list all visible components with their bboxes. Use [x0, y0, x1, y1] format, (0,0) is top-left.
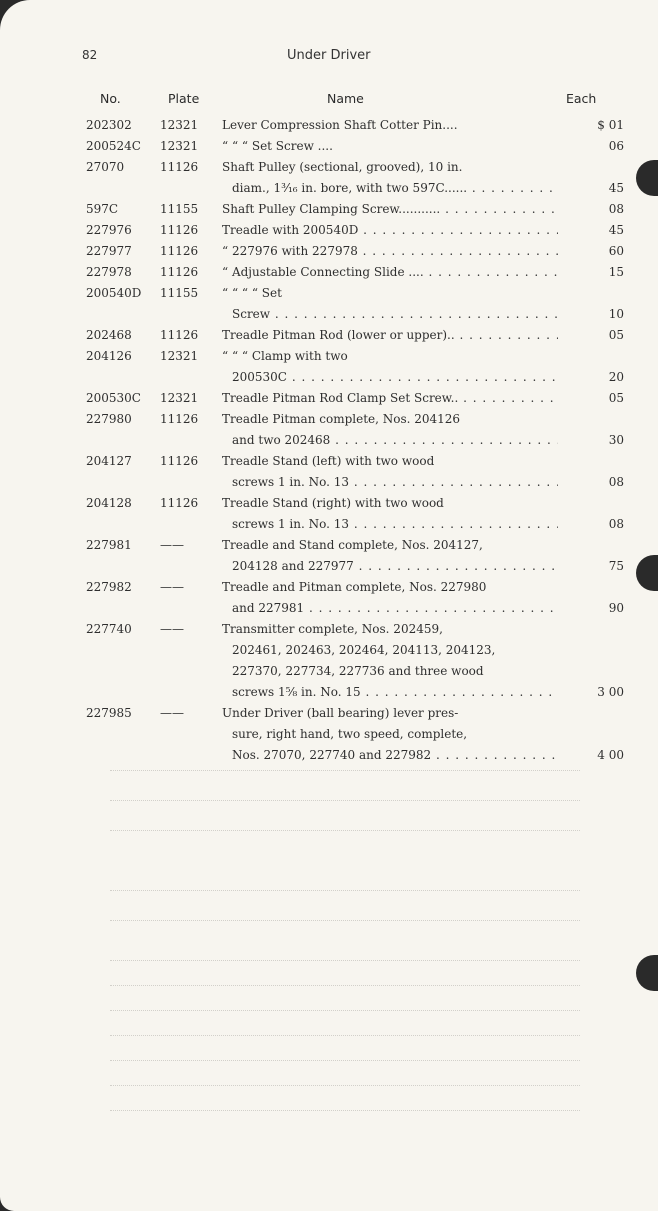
part-name: screws 1 in. No. 13 . . .	[232, 475, 558, 489]
plate-number: 11126	[160, 265, 199, 279]
part-number: 204128	[86, 496, 132, 510]
faint-rule	[110, 960, 580, 962]
plate-number: 11126	[160, 244, 199, 258]
price-each: 60	[608, 244, 624, 258]
plate-number: ——	[160, 622, 184, 636]
part-number: 202468	[86, 328, 132, 342]
price-each: 45	[608, 181, 624, 195]
part-number: 227982	[86, 580, 132, 594]
part-name: Treadle with 200540D . . .	[222, 223, 558, 237]
part-name: sure, right hand, two speed, complete,	[232, 727, 468, 741]
part-name: screws 1 in. No. 13 . . .	[232, 517, 558, 531]
part-number: 202302	[86, 118, 132, 132]
price-each: 45	[608, 223, 624, 237]
plate-number: 12321	[160, 118, 199, 132]
price-each: 08	[608, 475, 624, 489]
table-row	[0, 223, 658, 244]
part-name: Treadle Pitman Rod (lower or upper).. . . .	[222, 328, 558, 342]
faint-rule	[110, 920, 580, 922]
part-name: “ “ “ Clamp with two	[222, 349, 348, 363]
table-row	[0, 685, 658, 706]
part-name: “ Adjustable Connecting Slide .... . . .	[222, 265, 558, 279]
faint-rule	[110, 1085, 580, 1087]
part-name: and two 202468 . . .	[232, 433, 558, 447]
part-name: Screw . . .	[232, 307, 558, 321]
table-row	[0, 475, 658, 496]
part-name: 202461, 202463, 202464, 204113, 204123,	[232, 643, 496, 657]
part-name: Treadle Stand (left) with two wood	[222, 454, 435, 468]
plate-number: ——	[160, 538, 184, 552]
part-name: 204128 and 227977 . . .	[232, 559, 558, 573]
faint-rule	[110, 1060, 580, 1062]
column-header-no: No.	[100, 91, 121, 106]
part-name: Treadle and Stand complete, Nos. 204127,	[222, 538, 483, 552]
table-row	[0, 391, 658, 412]
plate-number: 11126	[160, 160, 199, 174]
part-number: 227980	[86, 412, 132, 426]
table-row	[0, 349, 658, 370]
part-name: Nos. 27070, 227740 and 227982 . . .	[232, 748, 558, 762]
part-number: 200524C	[86, 139, 141, 153]
part-number: 27070	[86, 160, 125, 174]
part-name: Under Driver (ball bearing) lever pres-	[222, 706, 459, 720]
page-number: 82	[82, 48, 98, 62]
price-each: 90	[608, 601, 624, 615]
plate-number: ——	[160, 580, 184, 594]
part-number: 204126	[86, 349, 132, 363]
price-each: $ 01	[597, 118, 624, 132]
table-row	[0, 160, 658, 181]
table-row	[0, 664, 658, 685]
faint-rule	[110, 985, 580, 987]
price-each: 75	[608, 559, 624, 573]
faint-rule	[110, 890, 580, 892]
faint-rule	[110, 1035, 580, 1037]
plate-number: 11155	[160, 286, 199, 300]
punch-hole	[636, 955, 658, 991]
table-row	[0, 328, 658, 349]
price-each: 20	[608, 370, 624, 384]
part-name: diam., 1³⁄₁₆ in. bore, with two 597C...... . . .	[232, 181, 558, 195]
price-each: 15	[608, 265, 624, 279]
part-number: 227985	[86, 706, 132, 720]
price-each: 08	[608, 517, 624, 531]
table-row	[0, 286, 658, 307]
page-title: Under Driver	[287, 48, 371, 63]
table-row	[0, 202, 658, 223]
table-row	[0, 139, 658, 160]
plate-number: 12321	[160, 139, 199, 153]
faint-rule	[110, 800, 580, 802]
price-each: 10	[608, 307, 624, 321]
part-name: “ 227976 with 227978 . . .	[222, 244, 558, 258]
table-row	[0, 748, 658, 769]
faint-rule	[110, 1110, 580, 1112]
table-row	[0, 307, 658, 328]
plate-number: 11126	[160, 496, 199, 510]
table-row	[0, 727, 658, 748]
part-name: “ “ “ “ Set	[222, 286, 282, 300]
table-row	[0, 517, 658, 538]
column-header-name: Name	[327, 91, 364, 106]
plate-number: 11126	[160, 454, 199, 468]
part-number: 597C	[86, 202, 119, 216]
table-row	[0, 433, 658, 454]
part-number: 200530C	[86, 391, 141, 405]
table-row	[0, 643, 658, 664]
part-number: 227978	[86, 265, 132, 279]
price-each: 05	[608, 391, 624, 405]
table-row	[0, 538, 658, 559]
faint-rule	[110, 1010, 580, 1012]
plate-number: 11126	[160, 412, 199, 426]
part-name: Shaft Pulley Clamping Screw........... . . .	[222, 202, 558, 216]
part-name: screws 1⅝ in. No. 15 . . .	[232, 685, 558, 699]
table-row	[0, 580, 658, 601]
part-name: and 227981 . . .	[232, 601, 558, 615]
table-row	[0, 496, 658, 517]
price-each: 3 00	[597, 685, 624, 699]
part-number: 227740	[86, 622, 132, 636]
part-name: Treadle Pitman Rod Clamp Set Screw.. . . .	[222, 391, 558, 405]
table-row	[0, 706, 658, 727]
part-name: Shaft Pulley (sectional, grooved), 10 in.	[222, 160, 463, 174]
price-each: 30	[608, 433, 624, 447]
part-name: Treadle and Pitman complete, Nos. 227980	[222, 580, 487, 594]
price-each: 4 00	[597, 748, 624, 762]
part-name: “ “ “ Set Screw ....	[222, 139, 333, 153]
plate-number: 11155	[160, 202, 199, 216]
part-name: Treadle Stand (right) with two wood	[222, 496, 444, 510]
table-row	[0, 454, 658, 475]
part-number: 227981	[86, 538, 132, 552]
price-each: 05	[608, 328, 624, 342]
faint-rule	[110, 830, 580, 832]
table-row	[0, 265, 658, 286]
part-number: 200540D	[86, 286, 142, 300]
part-name: Treadle Pitman complete, Nos. 204126	[222, 412, 461, 426]
faint-rule	[110, 770, 580, 772]
table-row	[0, 601, 658, 622]
part-name: Lever Compression Shaft Cotter Pin....	[222, 118, 458, 132]
table-row	[0, 412, 658, 433]
table-row	[0, 244, 658, 265]
table-row	[0, 370, 658, 391]
table-row	[0, 622, 658, 643]
part-name: Transmitter complete, Nos. 202459,	[222, 622, 443, 636]
price-each: 08	[608, 202, 624, 216]
table-row	[0, 559, 658, 580]
plate-number: 12321	[160, 391, 199, 405]
parts-list	[0, 118, 658, 769]
table-row	[0, 118, 658, 139]
plate-number: 12321	[160, 349, 199, 363]
plate-number: ——	[160, 706, 184, 720]
column-header-each: Each	[566, 91, 597, 106]
part-number: 227976	[86, 223, 132, 237]
table-row	[0, 181, 658, 202]
plate-number: 11126	[160, 328, 199, 342]
plate-number: 11126	[160, 223, 199, 237]
price-each: 06	[608, 139, 624, 153]
part-name: 200530C . . .	[232, 370, 558, 384]
part-name: 227370, 227734, 227736 and three wood	[232, 664, 484, 678]
column-header-plate: Plate	[168, 91, 200, 106]
part-number: 227977	[86, 244, 132, 258]
part-number: 204127	[86, 454, 132, 468]
